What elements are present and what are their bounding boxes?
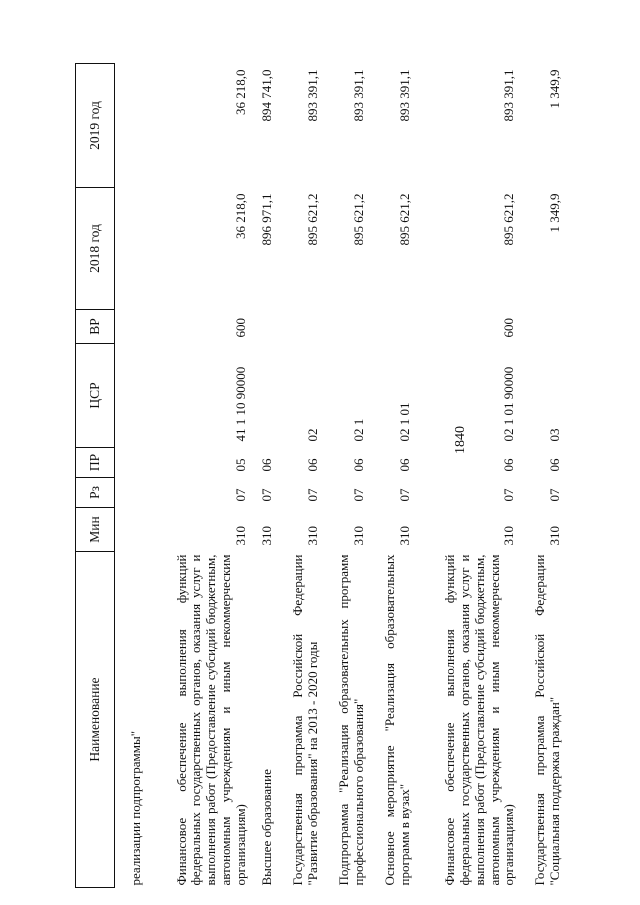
row-rz: 07 (350, 488, 366, 502)
row-vr (277, 310, 323, 344)
row-name: Финансовое обеспечение выполнения функций федеральных государственных органов, оказания услуг и выполнения работ (Предоставление субсидий бюджетным, автономным учреждениям и иным некоммерческим организациям) (442, 554, 517, 886)
row-min: 310 (501, 526, 517, 546)
header-vr: ВР (76, 310, 115, 344)
row-name: Финансовое обеспечение выполнения функций федеральных государственных органов, оказания услуг и выполнения работ (Предоставление субсидий бюджетным, автономным учреждениям и иным некоммерческим организациям) (173, 554, 248, 886)
table-row (414, 64, 519, 888)
table-row (251, 64, 277, 888)
row-min: 310 (259, 526, 275, 546)
row-csr: 02 1 (350, 418, 366, 442)
row-2019: 893 391,1 (396, 69, 412, 122)
row-vr (251, 310, 277, 344)
row-min: 310 (350, 526, 366, 546)
header-2019: 2019 год (76, 64, 115, 188)
row-min: 310 (304, 526, 320, 546)
row-pr: 06 (501, 458, 517, 472)
row-pr: 05 (232, 458, 248, 472)
row-vr (519, 310, 565, 344)
row-name: Государственная программа Российской Федерации "Социальная поддержка граждан" (532, 554, 563, 886)
row-2018: 36 218,0 (232, 193, 248, 239)
row-2019: 893 391,1 (350, 69, 366, 122)
budget-table-rotated (75, 64, 565, 888)
row-csr: 02 1 01 (396, 402, 412, 442)
row-2019: 894 741,0 (259, 69, 275, 122)
row-rz: 07 (547, 488, 563, 502)
header-row (76, 64, 115, 888)
table-row (146, 64, 251, 888)
budget-table (75, 63, 565, 888)
row-rz: 07 (304, 488, 320, 502)
row-min: 310 (396, 526, 412, 546)
header-min: Мин (76, 508, 115, 552)
row-csr (251, 344, 277, 448)
row-vr: 600 (501, 318, 517, 338)
row-name: Основное мероприятие "Реализация образовательных программ в вузах" (381, 554, 412, 886)
row-name: Подпрограмма "Реализация образовательных программ профессионального образования" (335, 554, 366, 886)
row-csr: 41 1 10 90000 (232, 366, 248, 442)
header-rz: Рз (76, 478, 115, 508)
row-rz: 07 (396, 488, 412, 502)
row-pr: 06 (547, 458, 563, 472)
row-vr (369, 310, 415, 344)
row-min: 310 (232, 526, 248, 546)
row-csr: 02 1 01 90000 (501, 366, 517, 442)
row-2019: 893 391,1 (501, 69, 517, 122)
row-2018: 895 621,2 (350, 193, 366, 246)
header-2018: 2018 год (76, 188, 115, 310)
row-pr: 06 (350, 458, 366, 472)
row-name: Государственная программа Российской Федерации "Развитие образования" на 2013 - 2020 годы (290, 554, 320, 886)
page-number: 1840 (453, 426, 468, 454)
row-csr: 02 (304, 428, 320, 442)
table-row (369, 64, 415, 888)
row-pr: 06 (304, 458, 320, 472)
continuation-text: реализации подпрограммы" (128, 730, 144, 886)
row-rz: 07 (501, 488, 517, 502)
row-2018: 895 621,2 (396, 193, 412, 246)
row-2018: 896 971,1 (259, 193, 275, 246)
table-row (277, 64, 323, 888)
header-pr: ПР (76, 448, 115, 478)
row-2019: 893 391,1 (304, 69, 320, 122)
row-csr: 03 (547, 428, 563, 442)
table-row (323, 64, 369, 888)
table-row (519, 64, 565, 888)
row-2018: 895 621,2 (501, 193, 517, 246)
header-name: Наименование (76, 552, 115, 888)
row-vr: 600 (232, 318, 248, 338)
row-pr: 06 (396, 458, 412, 472)
row-pr: 06 (259, 458, 275, 472)
row-2018: 895 621,2 (304, 193, 320, 246)
row-2019: 1 349,9 (547, 69, 563, 109)
row-rz: 07 (259, 488, 275, 502)
row-2018: 1 349,9 (547, 193, 563, 233)
row-2019: 36 218,0 (232, 69, 248, 115)
row-min: 310 (547, 526, 563, 546)
row-name: Высшее образование (259, 769, 275, 886)
header-csr: ЦСР (76, 344, 115, 448)
row-rz: 07 (232, 488, 248, 502)
row-vr (323, 310, 369, 344)
continuation-row (115, 64, 147, 888)
